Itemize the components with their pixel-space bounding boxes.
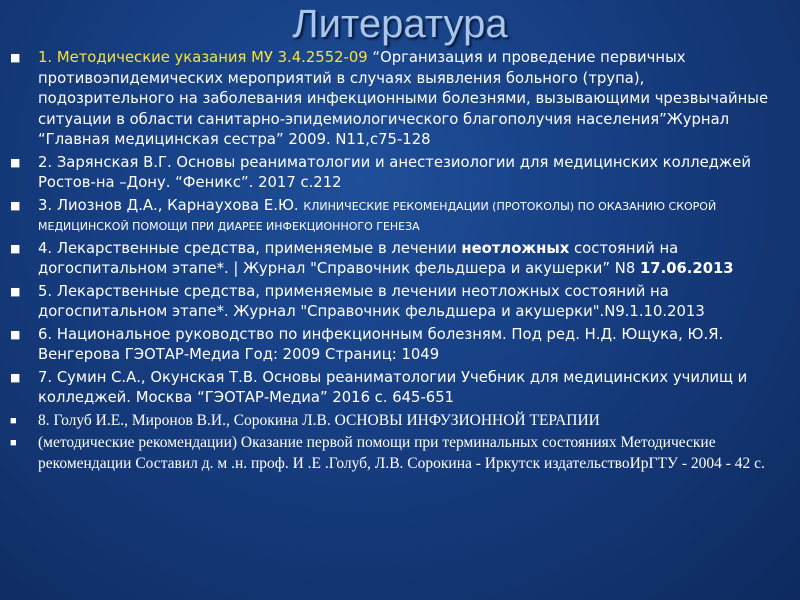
item-text: 6. Национальное руководство по инфекционным болезням. Под ред. Н.Д. Ющука, Ю.Я. Венгерова ГЭОТАР-Медиа Год: 2009 Страниц: 1049 bbox=[38, 325, 724, 363]
bullet-icon: ■ bbox=[10, 370, 21, 384]
item-bold: неотложных bbox=[461, 239, 570, 257]
bullet-icon: ■ bbox=[10, 241, 21, 255]
bullet-icon: ■ bbox=[10, 284, 21, 298]
bullet-icon: ■ bbox=[10, 414, 17, 427]
list-item bbox=[0, 411, 800, 432]
item-text: 2. Зарянская В.Г. Основы реаниматологии и анестезиологии для медицинских колледжей Ростов-на –Дону. “Феникс”. 2017 с.212 bbox=[38, 153, 751, 191]
bullet-icon: ■ bbox=[10, 51, 21, 64]
bullet-icon: ■ bbox=[10, 155, 21, 169]
list-item bbox=[0, 368, 800, 409]
bullet-icon: ■ bbox=[10, 327, 21, 341]
item-prefix: 1. Методические указания МУ 3.4.2552-09 bbox=[38, 49, 373, 66]
list-item bbox=[0, 282, 800, 323]
item-text: “Организация и проведение первичных противоэпидемических мероприятий в случаях выявления больного (трупа), подозрительного на заболевания инфекционными болезнями, вызывающими чрезвычайные ситуации в области санитарно-эпидемиологического благополучия населения”Журнал “Главная медицинская сестра” 2009. N11,с75-128 bbox=[38, 49, 769, 148]
list-item bbox=[0, 48, 800, 151]
list-item bbox=[0, 153, 800, 194]
bullet-icon: ■ bbox=[10, 198, 21, 212]
item-text: 8. Голуб И.Е., Миронов В.И., Сорокина Л.В. ОСНОВЫ ИНФУЗИОННОЙ ТЕРАПИИ bbox=[38, 411, 600, 429]
item-text: состояний на догоспитальном этапе*. | Журнал "Справочник фельдшера и акушерки” N8 bbox=[38, 239, 679, 277]
item-text: КЛИНИЧЕСКИЕ РЕКОМЕНДАЦИИ (ПРОТОКОЛЫ) ПО ОКАЗАНИЮ СКОРОЙ МЕДИЦИНСКОЙ ПОМОЩИ ПРИ ДИАРЕЕ ИНФЕКЦИОННОГО ГЕНЕЗА bbox=[38, 199, 717, 233]
page-title: Литература bbox=[292, 2, 508, 46]
item-prefix: 3. Лиознов Д.А., Карнаухова Е.Ю. bbox=[38, 196, 304, 214]
item-text: 5. Лекарственные средства, применяемые в лечении неотложных состояний на догоспитальном этапе*. Журнал "Справочник фельдшера и акушерки".N9.1.10.2013 bbox=[38, 282, 705, 320]
item-text: 7. Сумин С.А., Окунская Т.В. Основы реаниматологии Учебник для медицинских училищ и колледжей. Москва “ГЭОТАР-Медиа” 2016 с. 645-651 bbox=[38, 368, 748, 406]
list-item bbox=[0, 196, 800, 237]
item-text: 4. Лекарственные средства, применяемые в лечении bbox=[38, 239, 462, 257]
list-item bbox=[0, 239, 800, 280]
item-bold: 17.06.2013 bbox=[639, 260, 734, 277]
item-text: (методические рекомендации) Оказание первой помощи при терминальных состояниях Методические рекомендации Составил д. м .н. проф. И .Е .Голуб, Л.В. Сорокина - Иркутск издательствоИрГТУ - 2004 - 42 с. bbox=[38, 434, 765, 472]
list-item bbox=[0, 325, 800, 366]
reference-list bbox=[0, 48, 800, 476]
list-item bbox=[0, 433, 800, 474]
bullet-icon: ■ bbox=[10, 437, 17, 449]
